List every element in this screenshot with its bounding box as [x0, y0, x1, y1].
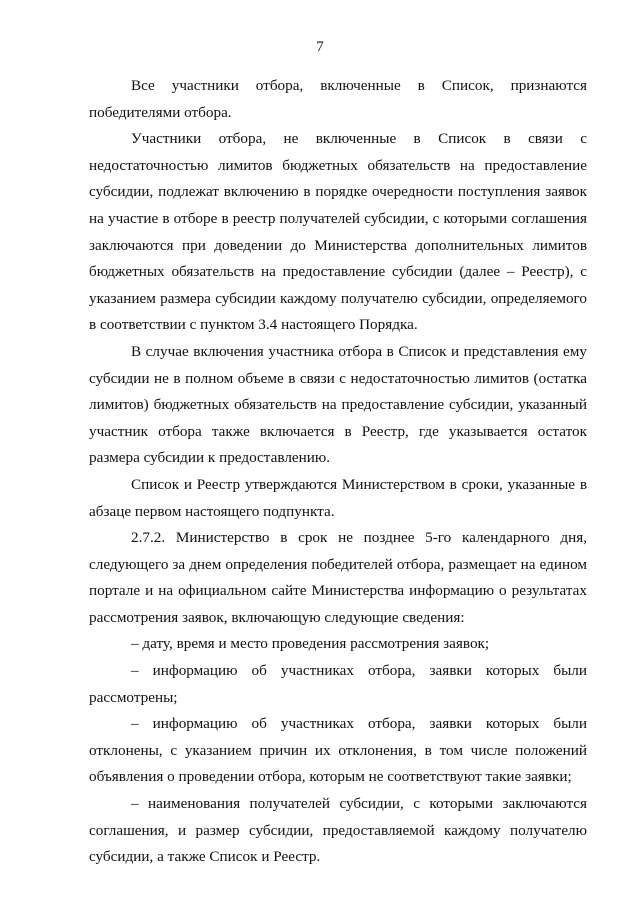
page-number: 7: [316, 39, 324, 55]
paragraph-2-7-2: 2.7.2. Министерство в срок не позднее 5-го календарного дня, следующего за днем определения победителей отбора, размещает на едином портале и на официальном сайте Министерства информацию о результатах рассмотрения заявок, включающую следующие сведения:: [89, 529, 587, 626]
paragraph-registry: Участники отбора, не включенные в Список в связи с недостаточностью лимитов бюджетных обязательств на предоставление субсидии, подлежат включению в порядке очередности поступления заявок на участие в отборе в реестр получателей субсидии, с которыми соглашения заключаются при доведении до Министерства дополнительных лимитов бюджетных обязательств на предоставление субсидии (далее – Реестр), с указанием размера субсидии каждому получателю субсидии, определяемого в соответствии с пунктом 3.4 настоящего Порядка.: [89, 130, 587, 334]
list-item-reviewed-participants: – информацию об участниках отбора, заявки которых были рассмотрены;: [89, 662, 587, 706]
document-body: [89, 73, 587, 871]
paragraph-partial-subsidy: В случае включения участника отбора в Список и представления ему субсидии не в полном объеме в связи с недостаточностью лимитов (остатка лимитов) бюджетных обязательств на предоставление субсидии, указанный участник отбора также включается в Реестр, где указывается остаток размера субсидии к предоставлению.: [89, 342, 587, 467]
list-item-recipients: – наименования получателей субсидии, с которыми заключаются соглашения, и размер субсидии, предоставляемой каждому получателю субсидии, а также Список и Реестр.: [89, 795, 587, 866]
paragraph-winners: Все участники отбора, включенные в Список, признаются победителями отбора.: [89, 77, 587, 121]
paragraph-approval: Список и Реестр утверждаются Министерством в сроки, указанные в абзаце первом настоящего подпункта.: [89, 475, 587, 520]
list-item-rejected-participants: – информацию об участниках отбора, заявки которых были отклонены, с указанием причин их отклонения, в том числе положений объявления о проведении отбора, которым не соответствуют такие заявки;: [89, 715, 587, 786]
list-item-date-time-place: – дату, время и место проведения рассмотрения заявок;: [131, 635, 490, 653]
